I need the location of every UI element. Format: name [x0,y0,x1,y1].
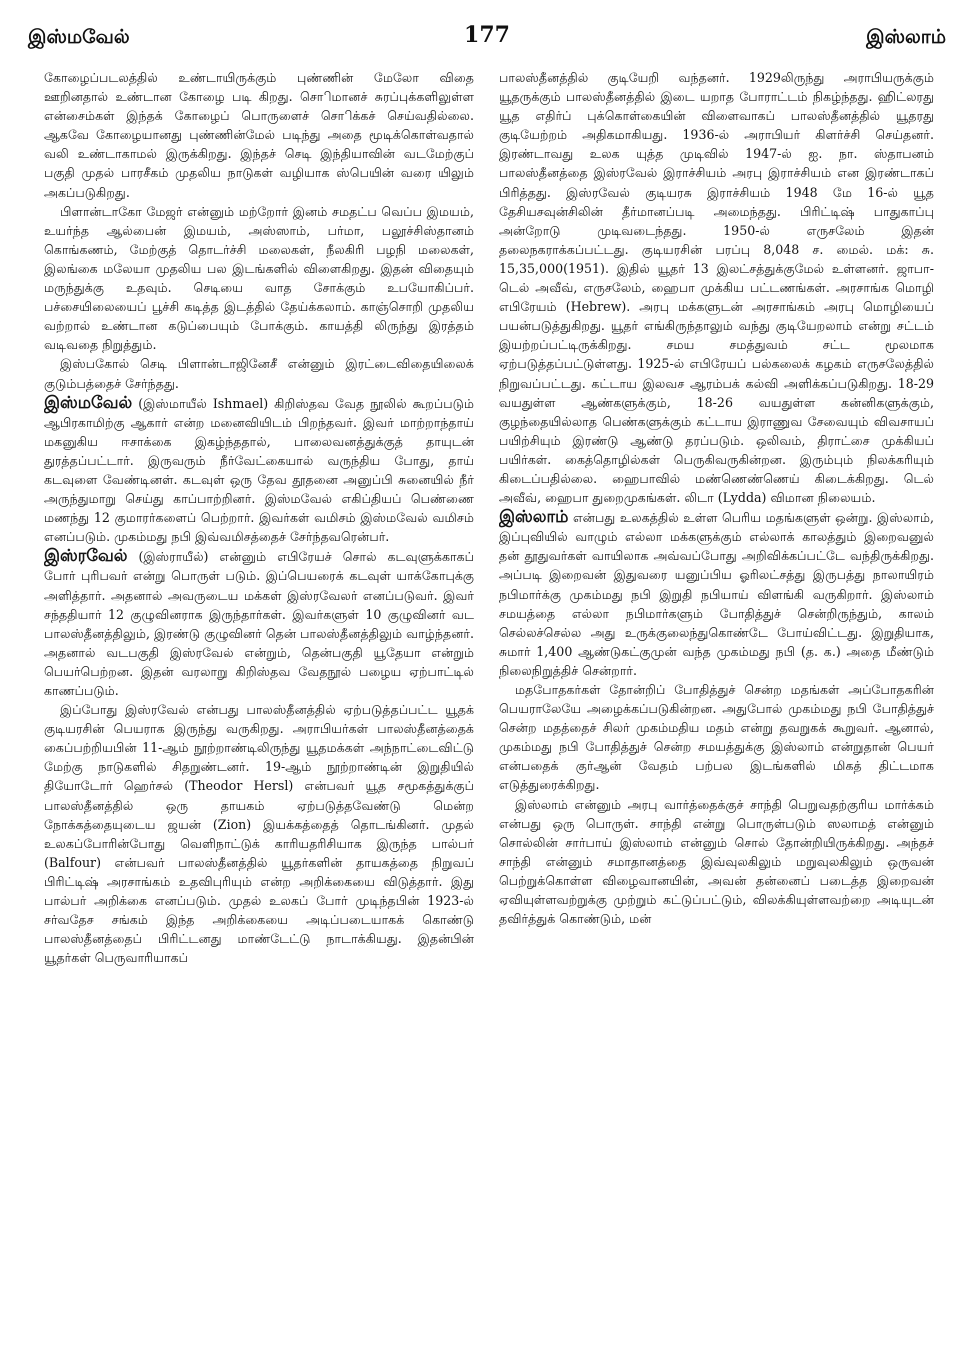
header-left-keyword: இஸ்மவேல் [28,26,130,48]
paragraph-text: இஸ்பகோல் செடி பிளான்டாஜினேசீ என்னும் இரட்டைவிதையிலைக் குடும்பத்தைச் சேர்ந்தது. [44,356,474,391]
entry-headword: இஸ்மவேல் [44,392,133,412]
paragraph-text: பாலஸ்தீனத்தில் குடியேறி வந்தனர். 1929லிருந்து அராபியருக்கும் யூதருக்கும் பாலஸ்தீனத்தில் இடை யறாத போராட்டம் நிகழ்ந்தது. ஹிட்லரது யூத எதிர்ப் புக்கொள்கையின் விளைவாகப் பாலஸ்தீனத்தில் யூதரது குடியேற்றம் அதிகமாகியது. 1936-ல் அராபியர் கிளர்ச்சி செய்தனர். இரண்டாவது உலக யுத்த முடிவில் 1947-ல் ஐ. நா. ஸ்தாபனம் பாலஸ்தீனத்தை இஸ்ரவேல் இராச்சியம் அரபு இராச்சியம் என இரண்டாகப் பிரித்தது. இஸ்ரவேல் குடியரசு இராச்சியம் 1948 மே 16-ல் யூத தேசியசவுன்சிலின் தீர்மானப்படி அமைந்தது. பிரிட்டிஷ் பாதுகாப்பு அன்றோடு முடிவடைந்தது. 1950-ல் எருசலேம் இதன் தலைநகராக்கப்பட்டது. குடியரசின் பரப்பு 8,048 ச. மைல். மக்: சு. 15,35,000(1951). இதில் யூதர் 13 இலட்சத்துக்குமேல் உள்ளனர். ஜாபா-டெல் அவீவ், எருசலேம், ஹைபா முக்கிய பட்டணங்கள். அரசாங்க மொழி எபிரேயம் (Hebrew). அரபு மக்களுடன் அரசாங்கம் அரபு மொழியைப் பயன்படுத்துகிறது. யூதர் எங்கிருந்தாலும் வந்து குடியேறலாம் என்று சட்டம் இயற்றப்பட்டிருக்கிறது. சமய சமத்துவம் சட்ட மூலமாக ஏற்படுத்தப்பட்டுள்ளது. 1925-ல் எபிரேயப் பல்கலைக் கழகம் எருசலேத்தில் நிறுவப்பட்டது. கட்டாய இலவச ஆரம்பக் கல்வி அளிக்கப்படுகிறது. 18-29 வயதுள்ள ஆண்களுக்கும், 18-26 வயதுள்ள கன்னிகளுக்கும், குழந்தையில்லாத பெண்களுக்கும் கட்டாய இராணுவ சேவையும் விவசாயப் பயிற்சியும் இரண்டு ஆண்டு தரப்படும். ஒலிவம், திராட்சை முக்கியப் பயிர்கள். கைத்தொழில்கள் பெருகிவருகின்றன. இரும்பும் நிலக்கரியும் கிடைப்பதில்லை. ஹைபாவில் மண்ணெண்ணெய் கிடைக்கிறது. டெல் அவீவ், ஹைபா துறைமுகங்கள். லிடா (Lydda) விமான நிலையம். [499,70,934,506]
paragraph-text: என்பது உலகத்தில் உள்ள பெரிய மதங்களுள் ஒன்று. இஸ்லாம், இப்புவியில் வாழும் எல்லா மக்களுக்கும் எல்லாக் காலத்தும் இறைவனுல் தன் தூதுவர்கள் வாயிலாக அவ்வப்போது அறிவிக்கப்பட்டே வந்திருக்கிறது. அப்படி இறைவன் இதுவரை யனுப்பிய ஓரிலட்சத்து இருபத்து நாலாயிரம் நபிமார்க்கு முகம்மது நபி இறுதி நபியாய் விளங்கி வருகிறார். இஸ்லாம் சமயத்தை எல்லா நபிமார்களும் போதித்துச் சென்றிருந்தும், காலம் செல்லச்செல்ல அது உருக்குலைந்துகொண்டே போய்விட்டது. இறுதியாக, சுமார் 1,400 ஆண்டுகட்குமுன் வந்த முகம்மது நபி (த. க.) அதை மீண்டும் நிலைநிறுத்திச் சென்றார். [499,510,934,678]
body-paragraph [44,68,474,202]
body-paragraph [44,202,474,355]
header-right-keyword: இஸ்லாம் [866,26,946,48]
paragraph-text: (இஸ்ராயீல்) என்னும் எபிரேயச் சொல் கடவுளுக்காகப் போர் புரிபவர் என்று பொருள் படும். இப்பெயரைக் கடவுள் யாக்கோபுக்கு அளித்தார். அதனால் அவருடைய மக்கள் இஸ்ரவேலர் எனப்படுவர். இவர் சந்ததியார் 12 குழுவினராக இருந்தார்கள். இவர்களுள் 10 குழுவினர் வட பாலஸ்தீனத்திலும், இரண்டு குழுவினர் தென் பாலஸ்தீனத்திலும் வாழ்ந்தனர். அதனால் வடபகுதி இஸ்ரவேல் என்றும், தென்பகுதி யூதேயா என்றும் பெயர்பெற்றன. இதன் வரலாறு கிறிஸ்தவ வேதநூல் பழைய ஏற்பாட்டில் காணப்படும். [44,549,474,698]
entry-paragraph [44,546,474,700]
paragraph-text: இஸ்லாம் என்னும் அரபு வார்த்தைக்குச் சாந்தி பெறுவதற்குரிய மார்க்கம் என்பது ஒரு பொருள். சாந்தி என்று பொருள்படும் ஸலாமத் என்னும் சொல்லின் சார்பாய் இஸ்லாம் என்னும் சொல் தோன்றியிருக்கிறது. அந்தச் சாந்தி என்னும் சமாதானத்தை இவ்வுலகிலும் மறுவுலகிலும் ஒருவன் பெற்றுக்கொள்ள விழைவானயின், அவன் தன்னைப் படைத்த இறைவன் ஏவியுள்ளவற்றுக்கு முற்றும் கட்டுப்பட்டும், விலக்கியுள்ளவற்றை அடியுடன் தவிர்த்துக் கொண்டும், மன் [499,796,934,927]
entry-paragraph [499,507,934,680]
body-paragraph [499,680,934,795]
right-column [499,68,934,1358]
entry-headword: இஸ்லாம் [499,507,569,527]
paragraph-text: மதபோதகர்கள் தோன்றிப் போதித்துச் சென்ற மதங்கள் அப்போதகரின் பெயராலேயே அழைக்கப்படுகின்றன. அதுபோல் முகம்மது நபி போதித்துச் சென்ற மதத்தைச் சிலர் முகம்மதிய மதம் என்று தவறுகக் கூறுவர். ஆனால், முகம்மது நபி போதித்துச் சென்ற சமயத்துக்கு இஸ்லாம் என்றுதான் பெயர் என்பதைக் குர்ஆன் வேதம் பற்பல இடங்களில் மிகத் திட்டமாக எடுத்துரைக்கிறது. [499,682,934,793]
paragraph-text: கோழைப்படலத்தில் உண்டாயிருக்கும் புண்ணின் மேலோ விதை ஊறினதால் உண்டான கோழை படி கிறது. சொிமானச் சுரப்புக்களிலுள்ள என்சைம்கள் இந்தக் கோழைப் பொருளைச் சொிக்கச் செய்வதில்லை. ஆகவே கோழையானது புண்ணின்மேல் படிந்து அதை மூடிக்கொள்வதால் வலி உண்டாகாமல் இருக்கிறது. இந்தச் செடி இந்தியாவின் வடமேற்குப் பகுதி முதல் பாரசீகம் முதலிய நாடுகள் வழியாக ஸ்பெயின் வரை யிலும் அகப்படுகிறது. [44,70,474,200]
body-paragraph [44,700,474,967]
page-header [28,22,946,62]
paragraph-text: பிளான்டாகோ மேஜர் என்னும் மற்றோர் இனம் சமதட்ப வெப்ப இமயம், உயர்ந்த ஆல்பைன் இமயம், அஸ்ஸாம், பர்மா, பலூச்சிஸ்தானம் கொங்கணம், மேற்குத் தொடர்ச்சி மலைகள், நீலகிரி பழநி மலைகள், இலங்கை மலேயா முதலிய பல இடங்களில் விளைகிறது. இதன் விதையும் மருந்துக்கு உதவும். செடியை வாத சோக்கும் உபயோகிப்பர். பச்சையிலையைப் பூச்சி கடித்த இடத்தில் தேய்க்கலாம். காஞ்சொறி முதலிய வற்றால் உண்டான கடுப்பையும் போக்கும். காயத்தி லிருந்து இரத்தம் வடிவதை நிறுத்தும். [44,203,474,353]
entry-paragraph [44,393,474,547]
body-paragraph [44,354,474,392]
entry-headword: இஸ்ரவேல் [44,546,128,566]
paragraph-text: (இஸ்மாயீல் Ishmael) கிறிஸ்தவ வேத நூலில் கூறப்படும் ஆபிரகாமிற்கு ஆகார் என்ற மனைவியிடம் பிறந்தவர். இவர் மாற்றாந்தாய் மகனுகிய ஈசாக்கை இகழ்ந்ததால், பாலைவனத்துக்குத் தாயுடன் துரத்தப்பட்டார். இருவரும் நீர்வேட்கையால் வருந்திய போது, தாய் கடவுளை வேண்டினள். கடவுள் ஒரு தேவ தூதனை அனுப்பி சுனையில் நீர் அருந்துமாறு செய்து காப்பாற்றினர். இஸ்மவேல் எகிப்தியப் பெண்ணை மணந்து 12 குமாரர்களைப் பெற்றார். இவர்கள் வமிசம் இஸ்மவேல் வமிசம் எனப்படும். முகம்மது நபி இவ்வமிசத்தைச் சேர்ந்தவரென்பர். [44,395,474,545]
page-number: 177 [464,22,510,48]
paragraph-text: இப்போது இஸ்ரவேல் என்பது பாலஸ்தீனத்தில் ஏற்படுத்தப்பட்ட யூதக் குடியரசின் பெயராக இருந்து வருகிறது. அராபியர்கள் பாலஸ்தீனத்தைக் கைப்பற்றியபின் 11-ஆம் நூற்றாண்டிலிருந்து யூதமக்கள் அந்நாட்டைவிட்டு மேற்கு நாடுகளில் சிதறுண்டனர். 19-ஆம் நூற்றாண்டின் இறுதியில் தியோடோர் ஹெர்சல் (Theodor Hersl) என்பவர் யூத சமூகத்துக்குப் பாலஸ்தீனத்தில் ஒரு தாயகம் ஏற்படுத்தவேண்டு மென்ற நோக்கத்தையுடைய ஜயன் (Zion) இயக்கத்தைத் தொடங்கினர். முதல் உலகப்போரின்போது வெளிநாட்டுக் காரியதரிசியாக இருந்த பால்பர் (Balfour) என்பவர் பாலஸ்தீனத்தில் யூதர்களின் தாயகத்தை நிறுவப் பிரிட்டிஷ் அரசாங்கம் உதவிபுரியும் என்ற அறிக்கையை விடுத்தார். இது பால்பர் அறிக்கை எனப்படும். முதல் உலகப் போர் முடிந்தபின் 1923-ல் சர்வதேச சங்கம் இந்த அறிக்கையை அடிப்படையாகக் கொண்டு பாலஸ்தீனத்தைப் பிரிட்டனது மாண்டேட்டு நாடாக்கியது. இதன்பின் யூதர்கள் பெருவாரியாகப் [44,702,474,966]
body-paragraph [499,795,934,929]
body-paragraph [499,68,934,507]
left-column [44,68,474,1358]
